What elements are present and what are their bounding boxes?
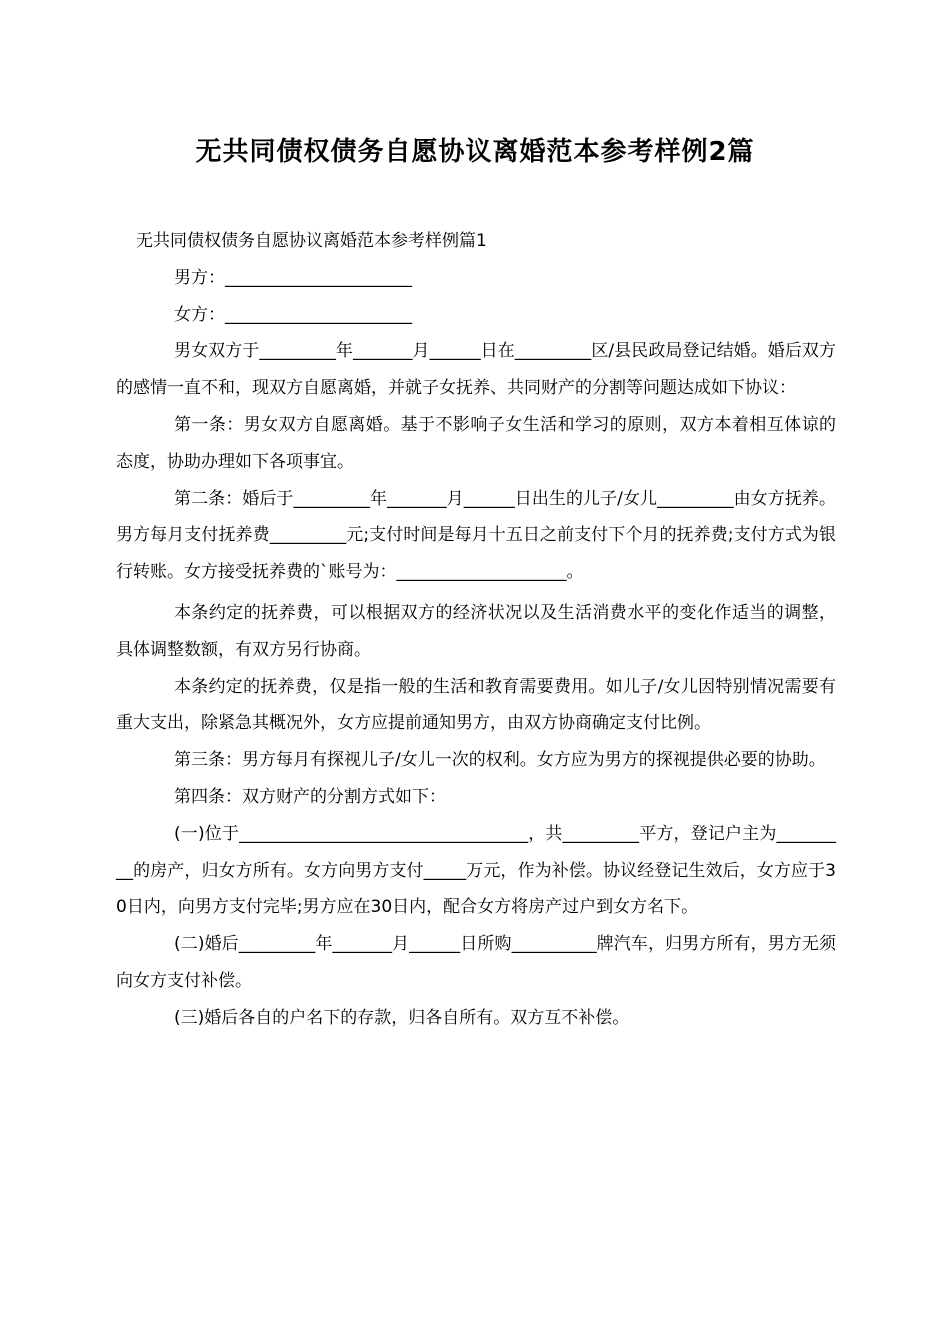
section-subtitle: 无共同债权债务自愿协议离婚范本参考样例篇1 — [136, 231, 487, 251]
paragraph-property-deposit: (三)婚后各自的户名下的存款，归各自所有。双方互不补偿。 — [174, 1007, 630, 1028]
document-title: 无共同债权债务自愿协议离婚范本参考样例2篇 — [195, 137, 755, 167]
paragraph-property-car: (二)婚后_________年_______月______日所购__________牌汽车，归男方所有，男方无须向女方支付补偿。 — [116, 934, 836, 991]
paragraph-article-2: 第二条：婚后于_________年_______月______日出生的儿子/女儿_________由女方抚养。男方每月支付抚养费_________元;支付时间是每月十五日之前支付下个月的抚养费;支付方式为银行转账。女方接受抚养费的`账号为：____________________。 — [116, 488, 836, 583]
female-party-line: 女方：______________________ — [174, 304, 412, 325]
paragraph-article-3: 第三条：男方每月有探视儿子/女儿一次的权利。女方应为男方的探视提供必要的协助。 — [174, 750, 826, 771]
paragraph-article-4: 第四条：双方财产的分割方式如下： — [174, 786, 446, 807]
paragraph-marriage-info: 男女双方于_________年_______月______日在_________区/县民政局登记结婚。婚后双方的感情一直不和，现双方自愿离婚，并就子女抚养、共同财产的分割等问题达成如下协议： — [116, 341, 836, 399]
paragraph-article-2-note-2: 本条约定的抚养费，仅是指一般的生活和教育需要费用。如儿子/女儿因特别情况需要有重大支出，除紧急其概况外，女方应提前通知男方，由双方协商确定支付比例。 — [116, 676, 836, 734]
paragraph-article-2-note-1: 本条约定的抚养费，可以根据双方的经济状况以及生活消费水平的变化作适当的调整，具体调整数额，有双方另行协商。 — [116, 602, 836, 660]
paragraph-property-house: (一)位于__________________________________，共_________平方，登记户主为_________的房产，归女方所有。女方向男方支付_____万元，作为补偿。协议经登记生效后，女方应于30日内，向男方支付完毕;男方应在30日内，配合女方将房产过户到女方名下。 — [116, 823, 836, 918]
male-party-line: 男方：______________________ — [174, 267, 412, 288]
paragraph-article-1: 第一条：男女双方自愿离婚。基于不影响子女生活和学习的原则，双方本着相互体谅的态度，协助办理如下各项事宜。 — [116, 414, 836, 472]
document-body — [116, 223, 836, 1037]
